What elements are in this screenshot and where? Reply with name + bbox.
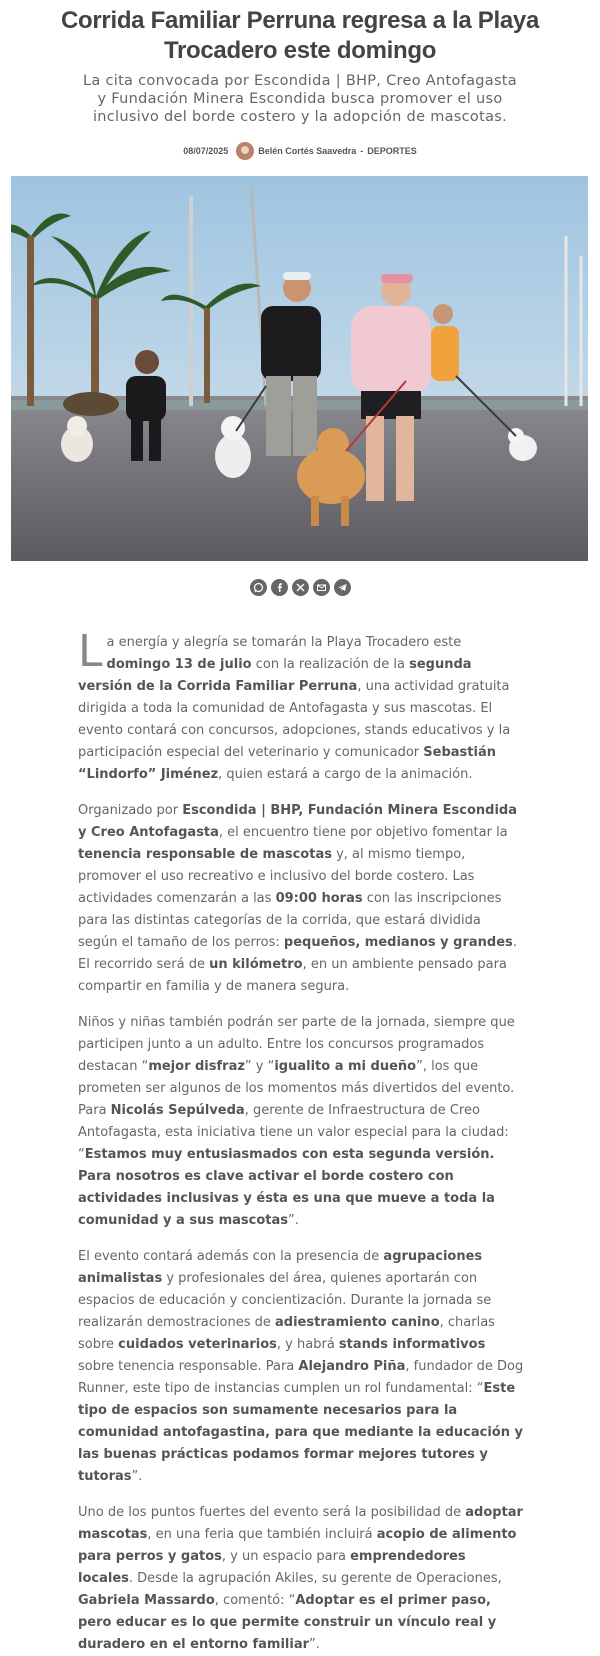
- hero-photo-illustration: [11, 176, 588, 561]
- email-icon[interactable]: [313, 579, 330, 596]
- share-bar: [0, 579, 600, 596]
- author-avatar[interactable]: [236, 142, 254, 160]
- drop-cap: L: [78, 626, 103, 677]
- category-link[interactable]: DEPORTES: [367, 146, 417, 156]
- telegram-icon[interactable]: [334, 579, 351, 596]
- hero-photo: [11, 176, 588, 561]
- paragraph-4: El evento contará además con la presencia de agrupaciones animalistas y profesionales del área, quienes aportarán con espacios de educación y concientización. Durante la jornada se realizarán demostraciones de adiestramiento canino, charlas sobre cuidados veterinarios, y habrá stands informativos sobre tenencia responsable. Para Alejandro Piña, fundador de Dog Runner, este tipo de instancias cumplen un rol fundamental: “Este tipo de espacios son sumamente necesarios para la comunidad antofagastina, para que mediante la educación y las buenas prácticas podamos formar mejores tutores y tutoras”.: [78, 1249, 524, 1484]
- article-meta: [0, 140, 600, 162]
- paragraph-1: La energía y alegría se tomarán la Playa Trocadero este domingo 13 de julio con la realización de la segunda versión de la Corrida Familiar Perruna, una actividad gratuita dirigida a toda la comunidad de Antofagasta y sus mascotas. El evento contará con concursos, adopciones, stands educativos y la participación especial del veterinario y comunicador Sebastián “Lindorfo” Jiménez, quien estará a cargo de la animación.: [78, 626, 511, 782]
- article-subtitle: La cita convocada por Escondida | BHP, Creo Antofagasta y Fundación Minera Escondida busca promover el uso inclusivo del borde costero y la adopción de mascotas.: [83, 73, 517, 125]
- author-name[interactable]: Belén Cortés Saavedra: [258, 146, 357, 156]
- paragraph-3: Niños y niñas también podrán ser parte de la jornada, siempre que participen junto a un adulto. Entre los concursos programados destacan “mejor disfraz” y “igualito a mi dueño”, los que prometen ser algunos de los momentos más divertidos del evento. Para Nicolás Sepúlveda, gerente de Infraestructura de Creo Antofagasta, esta iniciativa tiene un valor especial para la ciudad: “Estamos muy entusiasmados con esta segunda versión. Para nosotros es clave activar el borde costero con actividades inclusivas y ésta es una que mueve a toda la comunidad y a sus mascotas”.: [78, 1015, 515, 1228]
- meta-separator: -: [360, 146, 364, 156]
- paragraph-5: Uno de los puntos fuertes del evento será la posibilidad de adoptar mascotas, en una feria que también incluirá acopio de alimento para perros y gatos, y un espacio para emprendedores locales. Desde la agrupación Akiles, su gerente de Operaciones, Gabriela Massardo, comentó: “Adoptar es el primer paso, pero educar es lo que permite construir un vínculo real y duradero en el entorno familiar”.: [78, 1505, 523, 1652]
- whatsapp-icon[interactable]: [250, 579, 267, 596]
- article-body: [78, 626, 524, 1656]
- paragraph-2: Organizado por Escondida | BHP, Fundación Minera Escondida y Creo Antofagasta, el encuentro tiene por objetivo fomentar la tenencia responsable de mascotas y, al mismo tiempo, promover el uso recreativo e inclusivo del borde costero. Las actividades comenzarán a las 09:00 horas con las inscripciones para las distintas categorías de la corrida, que estará dividida según el tamaño de los perros: pequeños, medianos y grandes. El recorrido será de un kilómetro, en un ambiente pensado para compartir en familia y de manera segura.: [78, 803, 517, 994]
- article-title: Corrida Familiar Perruna regresa a la Playa Trocadero este domingo: [60, 7, 539, 64]
- x-icon[interactable]: [292, 579, 309, 596]
- facebook-icon[interactable]: [271, 579, 288, 596]
- publish-date: 08/07/2025: [183, 146, 229, 156]
